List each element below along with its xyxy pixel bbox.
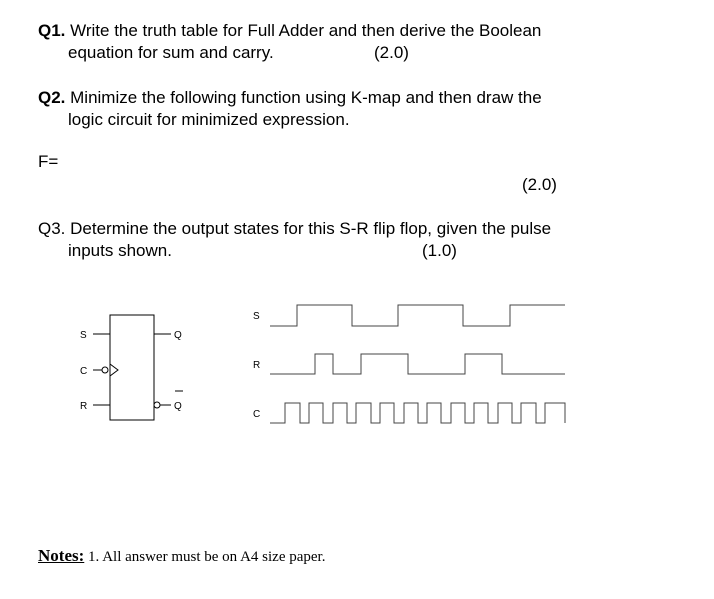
s-waveform bbox=[270, 305, 565, 326]
function-label: F= bbox=[38, 152, 59, 171]
question-2-line2: logic circuit for minimized expression. bbox=[68, 110, 350, 129]
question-1-line2: equation for sum and carry. bbox=[68, 43, 274, 62]
question-2-points: (2.0) bbox=[522, 175, 557, 194]
wave-r-label: R bbox=[253, 360, 261, 371]
question-2-number: Q2. bbox=[38, 88, 66, 107]
question-1-line1: Write the truth table for Full Adder and then derive the Boolean bbox=[65, 21, 542, 40]
c-waveform bbox=[270, 403, 565, 423]
notes bbox=[38, 546, 325, 566]
c-input-bubble bbox=[102, 367, 108, 373]
r-waveform bbox=[270, 354, 565, 374]
wave-c-label: C bbox=[253, 409, 261, 420]
question-3-line2: inputs shown. bbox=[68, 241, 172, 260]
question-2-line1: Minimize the following function using K-map and then draw the bbox=[65, 88, 542, 107]
clock-triangle bbox=[110, 364, 118, 376]
flipflop-qbar-label: Q bbox=[174, 401, 182, 412]
qbar-output-bubble bbox=[154, 402, 160, 408]
notes-text: 1. All answer must be on A4 size paper. bbox=[84, 549, 326, 565]
flipflop-q-label: Q bbox=[174, 330, 182, 341]
question-1-points: (2.0) bbox=[374, 43, 409, 62]
flipflop-r-label: R bbox=[80, 401, 88, 412]
question-1-number: Q1. bbox=[38, 21, 66, 40]
flipflop-s-label: S bbox=[80, 330, 87, 341]
flipflop-c-label: C bbox=[80, 366, 88, 377]
question-3-line1: Q3. Determine the output states for this S-R flip flop, given the pulse bbox=[38, 219, 552, 238]
wave-s-label: S bbox=[253, 311, 260, 322]
notes-label: Notes: bbox=[38, 546, 85, 565]
question-3-points: (1.0) bbox=[422, 241, 457, 260]
flipflop-box bbox=[110, 315, 154, 420]
